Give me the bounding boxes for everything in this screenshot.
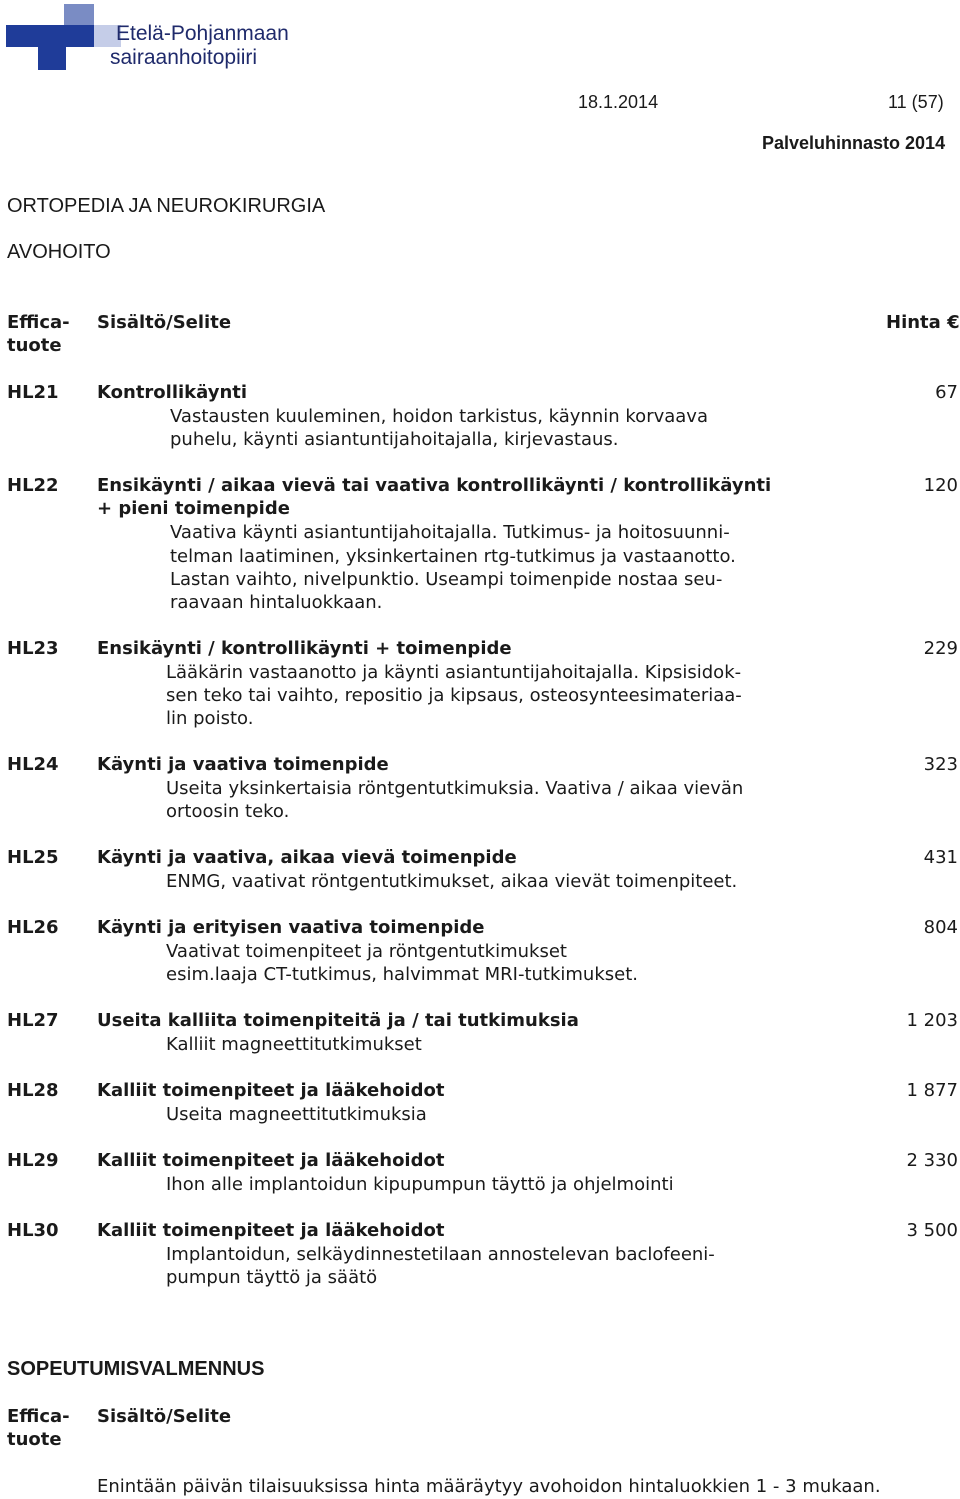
product-description: Lastan vaihto, nivelpunktio. Useampi toimenpide nostaa seu- xyxy=(170,569,723,590)
column-header-code-line2: tuote xyxy=(7,335,62,356)
product-name: Käynti ja erityisen vaativa toimenpide xyxy=(97,917,485,938)
product-code: HL25 xyxy=(7,847,59,868)
product-code: HL29 xyxy=(7,1150,59,1171)
product-description: Useita magneettitutkimuksia xyxy=(166,1104,427,1125)
product-description: raavaan hintaluokkaan. xyxy=(170,592,383,613)
document-date: 18.1.2014 xyxy=(578,92,659,112)
document-title: Palveluhinnasto 2014 xyxy=(762,133,946,153)
product-price: 1 877 xyxy=(906,1080,958,1101)
product-description: lin poisto. xyxy=(166,708,254,729)
product-name: Kalliit toimenpiteet ja lääkehoidot xyxy=(97,1150,445,1171)
logo-line-1: Etelä-Pohjanmaan xyxy=(116,22,289,45)
product-price: 67 xyxy=(935,382,958,403)
product-code: HL30 xyxy=(7,1220,59,1241)
column-header-code-line1: Effica- xyxy=(7,1406,70,1427)
product-price: 229 xyxy=(923,638,958,659)
section-subtitle: AVOHOITO xyxy=(7,241,111,263)
product-code: HL21 xyxy=(7,382,59,403)
product-description: Ihon alle implantoidun kipupumpun täyttö ja ohjelmointi xyxy=(166,1174,674,1195)
product-name: Käynti ja vaativa toimenpide xyxy=(97,754,389,775)
product-price: 804 xyxy=(923,917,958,938)
hospital-district-logo xyxy=(6,4,326,74)
product-code: HL26 xyxy=(7,917,59,938)
product-description: pumpun täyttö ja säätö xyxy=(166,1267,378,1288)
product-price: 323 xyxy=(923,754,958,775)
logo-line-2: sairaanhoitopiiri xyxy=(110,46,258,69)
product-description: Kalliit magneettitutkimukset xyxy=(166,1034,422,1055)
product-price: 1 203 xyxy=(906,1010,958,1031)
product-price: 2 330 xyxy=(906,1150,958,1171)
product-description: ortoosin teko. xyxy=(166,801,290,822)
product-code: HL28 xyxy=(7,1080,59,1101)
product-name: Ensikäynti / kontrollikäynti + toimenpide xyxy=(97,638,512,659)
product-description: Useita yksinkertaisia röntgentutkimuksia. Vaativa / aikaa vievän xyxy=(166,778,744,799)
section-title: ORTOPEDIA JA NEUROKIRURGIA xyxy=(7,195,326,217)
product-description: ENMG, vaativat röntgentutkimukset, aikaa vievät toimenpiteet. xyxy=(166,871,738,892)
product-code: HL23 xyxy=(7,638,59,659)
product-description: Implantoidun, selkäydinnestetilaan annostelevan baclofeeni- xyxy=(166,1244,715,1265)
pricing-note: Enintään päivän tilaisuuksissa hinta määräytyy avohoidon hintaluokkien 1 - 3 mukaan. xyxy=(97,1476,881,1497)
product-name: Useita kalliita toimenpiteitä ja / tai tutkimuksia xyxy=(97,1010,579,1031)
cross-logo-icon xyxy=(6,4,121,70)
product-code: HL22 xyxy=(7,475,59,496)
product-description: telman laatiminen, yksinkertainen rtg-tutkimus ja vastaanotto. xyxy=(170,546,736,567)
product-price: 120 xyxy=(923,475,958,496)
product-description: Vastausten kuuleminen, hoidon tarkistus, käynnin korvaava xyxy=(170,406,708,427)
product-description: esim.laaja CT-tutkimus, halvimmat MRI-tutkimukset. xyxy=(166,964,638,985)
page-number: 11 (57) xyxy=(888,92,944,112)
product-description: Lääkärin vastaanotto ja käynti asiantuntijahoitajalla. Kipsisidok- xyxy=(166,662,742,683)
section-title: SOPEUTUMISVALMENNUS xyxy=(7,1358,265,1380)
column-header-content: Sisältö/Selite xyxy=(97,1406,232,1427)
column-header-price: Hinta € xyxy=(886,312,960,333)
product-price: 431 xyxy=(923,847,958,868)
product-description: sen teko tai vaihto, repositio ja kipsaus, osteosynteesimateriaa- xyxy=(166,685,742,706)
product-description: Vaativa käynti asiantuntijahoitajalla. Tutkimus- ja hoitosuunni- xyxy=(170,522,730,543)
product-name: Ensikäynti / aikaa vievä tai vaativa kontrollikäynti / kontrollikäynti xyxy=(97,475,772,496)
column-header-code-line1: Effica- xyxy=(7,312,70,333)
product-description: puhelu, käynti asiantuntijahoitajalla, kirjevastaus. xyxy=(170,429,619,450)
column-header-code-line2: tuote xyxy=(7,1429,62,1450)
product-name: Käynti ja vaativa, aikaa vievä toimenpide xyxy=(97,847,517,868)
product-name: Kontrollikäynti xyxy=(97,382,248,403)
product-description: Vaativat toimenpiteet ja röntgentutkimukset xyxy=(166,941,567,962)
product-code: HL27 xyxy=(7,1010,59,1031)
product-name: Kalliit toimenpiteet ja lääkehoidot xyxy=(97,1080,445,1101)
product-code: HL24 xyxy=(7,754,59,775)
product-price: 3 500 xyxy=(906,1220,958,1241)
product-name-continued: + pieni toimenpide xyxy=(97,498,290,519)
product-name: Kalliit toimenpiteet ja lääkehoidot xyxy=(97,1220,445,1241)
column-header-content: Sisältö/Selite xyxy=(97,312,232,333)
